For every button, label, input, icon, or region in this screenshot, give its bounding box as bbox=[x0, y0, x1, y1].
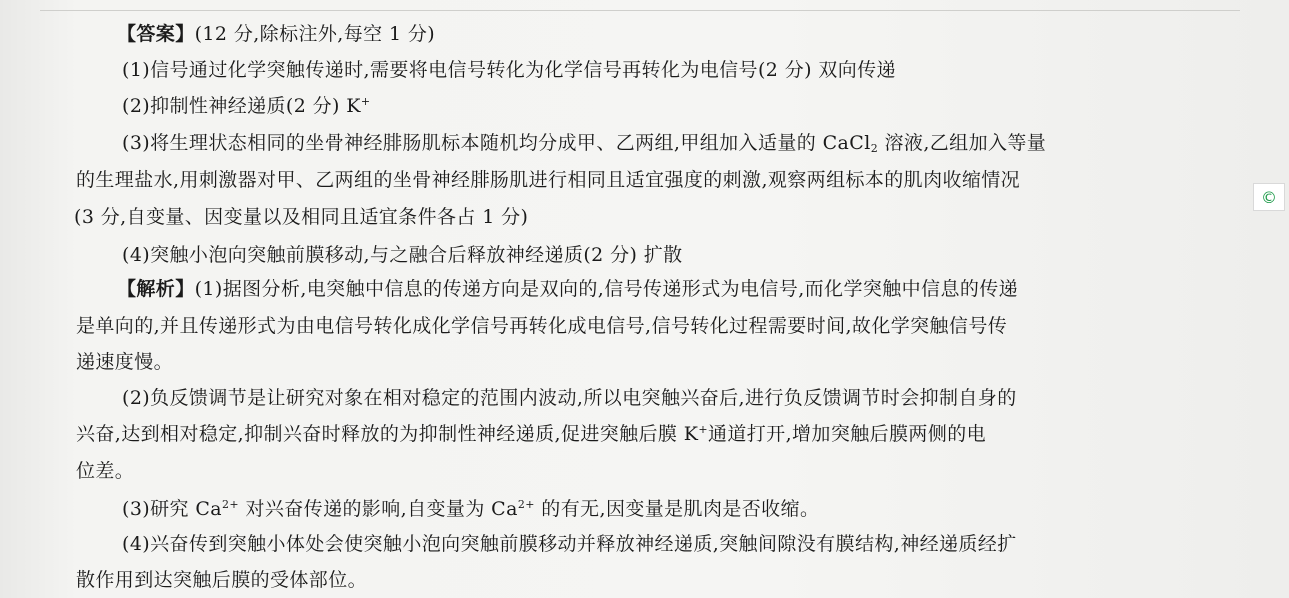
analysis-p3-sup-1: 2+ bbox=[222, 498, 240, 511]
analysis-p2-line-3: 位差。 bbox=[76, 460, 135, 482]
analysis-p4-line-2: 散作用到达突触后膜的受体部位。 bbox=[76, 569, 368, 591]
answer-item-3-text-post: 溶液,乙组加入等量 bbox=[878, 132, 1047, 154]
analysis-label: 【解析】 bbox=[117, 278, 195, 300]
answer-item-3-line-1 bbox=[122, 131, 1046, 155]
analysis-p3-text-mid: 对兴奋传递的影响,自变量为 Ca bbox=[239, 498, 518, 520]
answer-item-3-line-3: (3 分,自变量、因变量以及相同且适宜条件各占 1 分) bbox=[74, 206, 529, 228]
analysis-p1-line-2: 是单向的,并且传递形式为由电信号转化成化学信号再转化成电信号,信号转化过程需要时间,故化学突触信号传 bbox=[76, 315, 1008, 337]
analysis-p3 bbox=[122, 497, 819, 521]
analysis-p2-text-post: 通道打开,增加突触后膜两侧的电 bbox=[707, 423, 987, 445]
analysis-p2-sup: + bbox=[698, 423, 708, 436]
answer-item-2-text: (2)抑制性神经递质(2 分) K bbox=[122, 95, 361, 117]
answer-label: 【答案】 bbox=[117, 23, 195, 45]
answer-item-2-sup: + bbox=[360, 95, 371, 108]
answer-item-3-sub: 2 bbox=[870, 142, 879, 155]
analysis-p3-sup-2: 2+ bbox=[517, 498, 535, 511]
answer-note: (12 分,除标注外,每空 1 分) bbox=[194, 23, 436, 45]
analysis-p2-text: 兴奋,达到相对稳定,抑制兴奋时释放的为抑制性神经递质,促进突触后膜 K bbox=[76, 423, 699, 445]
answer-item-3-line-2: 的生理盐水,用刺激器对甲、乙两组的坐骨神经腓肠肌进行相同且适宜强度的刺激,观察两组标本的肌肉收缩情况 bbox=[76, 169, 1021, 191]
answer-header bbox=[117, 22, 435, 46]
analysis-p3-text: (3)研究 Ca bbox=[122, 498, 223, 520]
analysis-p1-line-1 bbox=[117, 277, 1018, 301]
analysis-p3-text-post: 的有无,因变量是肌肉是否收缩。 bbox=[534, 498, 820, 520]
answer-item-4: (4)突触小泡向突触前膜移动,与之融合后释放神经递质(2 分) 扩散 bbox=[122, 244, 683, 266]
analysis-p4-line-1: (4)兴奋传到突触小体处会使突触小泡向突触前膜移动并释放神经递质,突触间隙没有膜结构,神经递质经扩 bbox=[122, 533, 1017, 555]
analysis-p2-line-1: (2)负反馈调节是让研究对象在相对稳定的范围内波动,所以电突触兴奋后,进行负反馈调节时会抑制自身的 bbox=[122, 387, 1017, 409]
analysis-p1-line-3: 递速度慢。 bbox=[76, 351, 174, 373]
analysis-p2-line-2 bbox=[76, 422, 986, 446]
answer-item-2 bbox=[122, 94, 371, 118]
top-rule bbox=[40, 10, 1240, 11]
analysis-p1-text: (1)据图分析,电突触中信息的传递方向是双向的,信号传递形式为电信号,而化学突触中信息的传递 bbox=[194, 278, 1019, 300]
answer-item-3-text: (3)将生理状态相同的坐骨神经腓肠肌标本随机均分成甲、乙两组,甲组加入适量的 CaCl bbox=[122, 132, 871, 154]
answer-item-1: (1)信号通过化学突触传递时,需要将电信号转化为化学信号再转化为电信号(2 分) 双向传递 bbox=[122, 59, 896, 81]
copyright-icon[interactable]: © bbox=[1253, 183, 1285, 211]
